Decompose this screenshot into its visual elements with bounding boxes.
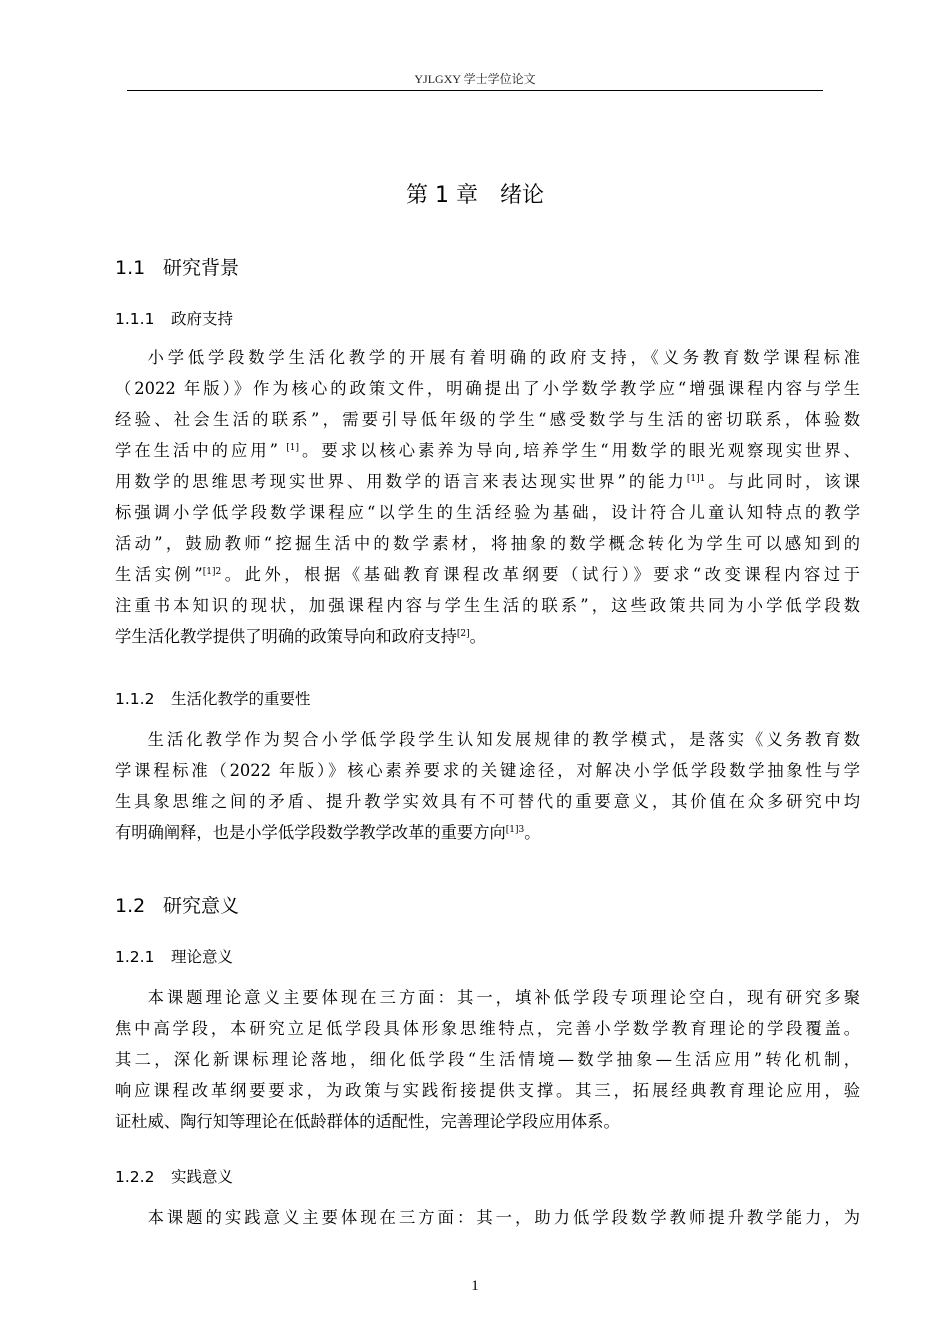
subsection-heading-1-1-2: [115, 687, 311, 709]
text-line: 响应课程改革纲要要求，为政策与实践衔接提供支撑。其三，拓展经典教育理论应用，验: [115, 1081, 860, 1100]
text-line: 标强调小学低学段数学课程应“以学生的生活经验为基础，设计符合儿童认知特点的教学: [115, 503, 860, 522]
paragraph-practical-significance: [115, 1202, 860, 1233]
section-heading-1-2: [115, 891, 239, 918]
subsection-heading-1-2-1: [115, 945, 233, 967]
chapter-title: [0, 178, 950, 209]
header-rule: [127, 90, 823, 91]
text-line: 活动”，鼓励教师“挖掘生活中的数学素材，将抽象的数学概念转化为学生可以感知到的: [115, 534, 860, 553]
paragraph-importance: [115, 724, 860, 848]
text-line: 证杜威、陶行知等理论在低龄群体的适配性，完善理论学段应用体系。: [115, 1112, 620, 1131]
subsection-title: 实践意义: [171, 1168, 234, 1186]
citation: [1]2: [202, 567, 222, 577]
citation: [1]1: [686, 474, 706, 484]
citation: [2]: [456, 629, 470, 639]
text-line: 注重书本知识的现状，加强课程内容与学生生活的联系”，这些政策共同为小学低学段数: [115, 596, 860, 615]
text-line: 焦中高学段，本研究立足低学段具体形象思维特点，完善小学数学教育理论的学段覆盖。: [115, 1019, 860, 1038]
subsection-number: 1.1.2: [115, 690, 155, 708]
text-line: 生活化教学作为契合小学低学段学生认知发展规律的教学模式，是落实《义务教育数: [147, 730, 860, 749]
section-title: 研究背景: [163, 257, 240, 279]
text-line: 学在生活中的应用” [1]。要求以核心素养为导向,培养学生“用数学的眼光观察现实世界、: [115, 441, 860, 460]
citation: [1]: [286, 443, 299, 453]
section-heading-1-1: [115, 253, 239, 280]
chapter-number: 第 1 章: [406, 183, 478, 208]
subsection-title: 生活化教学的重要性: [171, 690, 311, 708]
subsection-number: 1.2.1: [115, 948, 155, 966]
text-line: 生具象思维之间的矛盾、提升教学实效具有不可替代的重要意义，其价值在众多研究中均: [115, 792, 860, 811]
subsection-heading-1-1-1: [115, 307, 233, 329]
paragraph-theoretical-significance: [115, 982, 860, 1137]
subsection-title: 政府支持: [171, 310, 234, 328]
text-line: 其二，深化新课标理论落地，细化低学段“生活情境—数学抽象—生活应用”转化机制，: [115, 1050, 860, 1069]
text-line: 学课程标准（2022 年版）》核心素养要求的关键途径，对解决小学低学段数学抽象性与学: [115, 761, 860, 780]
subsection-number: 1.2.2: [115, 1168, 155, 1186]
text-line: 用数学的思维思考现实世界、用数学的语言来表达现实世界”的能力$^{[1]1}$。与此同时，该课: [115, 472, 860, 491]
running-header: YJLGXY 学士学位论文: [414, 72, 536, 86]
text-line: 经验、社会生活的联系”，需要引导低年级的学生“感受数学与生活的密切联系，体验数: [115, 410, 860, 429]
text-line: 本课题的实践意义主要体现在三方面：其一，助力低学段数学教师提升教学能力，为: [147, 1208, 860, 1227]
section-number: 1.1: [115, 257, 146, 279]
text-line: 学生活化教学提供了明确的政策导向和政府支持[2]。: [115, 627, 486, 646]
section-number: 1.2: [115, 895, 146, 917]
text-line: 有明确阐释，也是小学低学段数学教学改革的重要方向$^{[1]3}$。: [115, 823, 541, 842]
subsection-title: 理论意义: [171, 948, 234, 966]
text-line: （2022 年版）》作为核心的政策文件，明确提出了小学数学教学应“增强课程内容与学生: [115, 379, 860, 398]
subsection-number: 1.1.1: [115, 310, 155, 328]
page-number: 1: [471, 1278, 479, 1294]
subsection-heading-1-2-2: [115, 1165, 233, 1187]
citation: [1]3: [505, 825, 525, 835]
text-line: 生活实例”$^{[1]2}$。此外，根据《基础教育课程改革纲要（试行）》要求“改变课程内容过于: [115, 565, 861, 584]
text-line: 本课题理论意义主要体现在三方面：其一，填补低学段专项理论空白，现有研究多聚: [147, 988, 860, 1007]
chapter-name: 绪论: [499, 183, 544, 208]
text-line: 小学低学段数学生活化教学的开展有着明确的政府支持，《义务教育数学课程标准: [147, 348, 860, 367]
paragraph-government-support: [115, 342, 860, 652]
section-title: 研究意义: [163, 895, 240, 917]
